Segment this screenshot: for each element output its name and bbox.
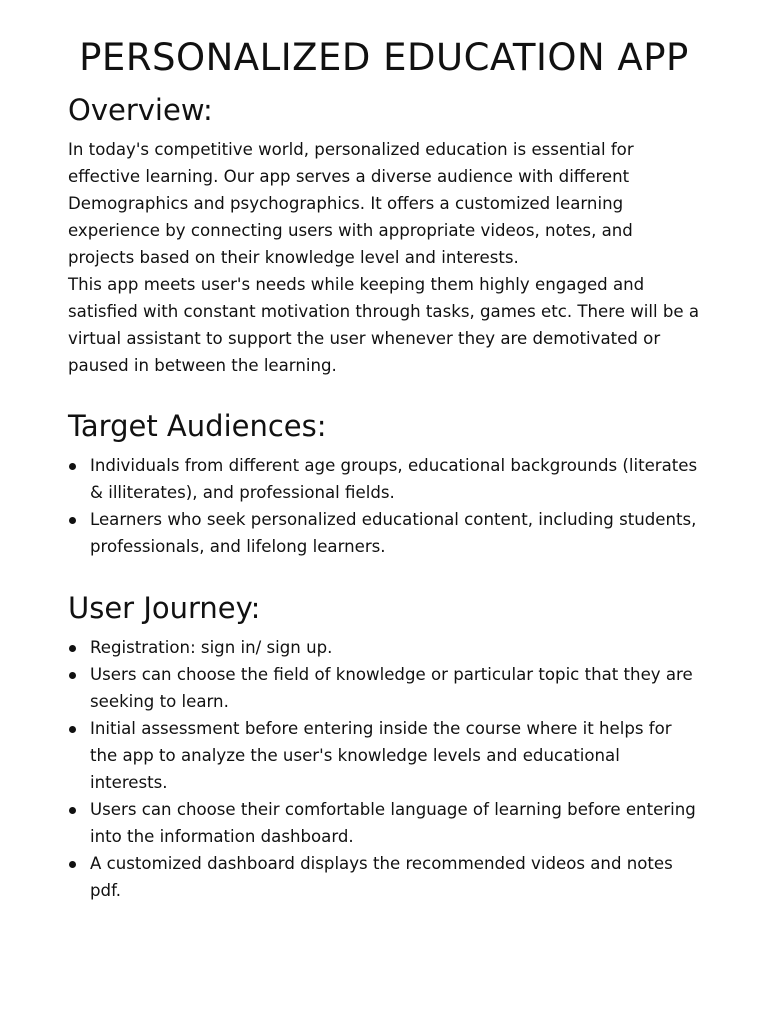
- target-audiences-heading: Target Audiences:: [68, 409, 327, 443]
- list-item: [68, 506, 700, 560]
- bullet-icon: [69, 463, 76, 470]
- list-item: [68, 634, 700, 661]
- list-item-text: Users can choose the field of knowledge or particular topic that they are seeking to learn.: [90, 665, 693, 711]
- list-item-text: Users can choose their comfortable language of learning before entering into the information dashboard.: [90, 800, 696, 846]
- overview-body: [68, 136, 700, 379]
- bullet-icon: [69, 807, 76, 814]
- user-journey-list: [68, 634, 700, 904]
- bullet-icon: [69, 645, 76, 652]
- list-item: [68, 661, 700, 715]
- list-item: [68, 796, 700, 850]
- list-item: [68, 452, 700, 506]
- list-item: [68, 715, 700, 796]
- target-audiences-list: [68, 452, 700, 560]
- list-item-text: Individuals from different age groups, educational backgrounds (literates & illiterates), and professional fields.: [90, 456, 698, 502]
- bullet-icon: [69, 672, 76, 679]
- overview-paragraph-2: This app meets user's needs while keeping them highly engaged and satisfied with constant motivation through tasks, games etc. There will be a virtual assistant to support the user whenever they are demotivated or paused in between the learning.: [68, 275, 700, 375]
- list-item-text: A customized dashboard displays the recommended videos and notes pdf.: [90, 854, 673, 900]
- bullet-icon: [69, 726, 76, 733]
- list-item-text: Learners who seek personalized educational content, including students, professionals, and lifelong learners.: [90, 510, 697, 556]
- list-item-text: Registration: sign in/ sign up.: [90, 638, 333, 657]
- overview-paragraph-1: In today's competitive world, personalized education is essential for effective learning. Our app serves a diverse audience with different Demographics and psychographics. It offers a customized learning experience by connecting users with appropriate videos, notes, and projects based on their knowledge level and interests.: [68, 140, 634, 267]
- user-journey-heading: User Journey:: [68, 591, 261, 625]
- bullet-icon: [69, 861, 76, 868]
- list-item-text: Initial assessment before entering inside the course where it helps for the app to analyze the user's knowledge levels and educational interests.: [90, 719, 672, 792]
- page-title: PERSONALIZED EDUCATION APP: [79, 36, 689, 79]
- overview-heading: Overview:: [68, 93, 213, 127]
- list-item: [68, 850, 700, 904]
- bullet-icon: [69, 517, 76, 524]
